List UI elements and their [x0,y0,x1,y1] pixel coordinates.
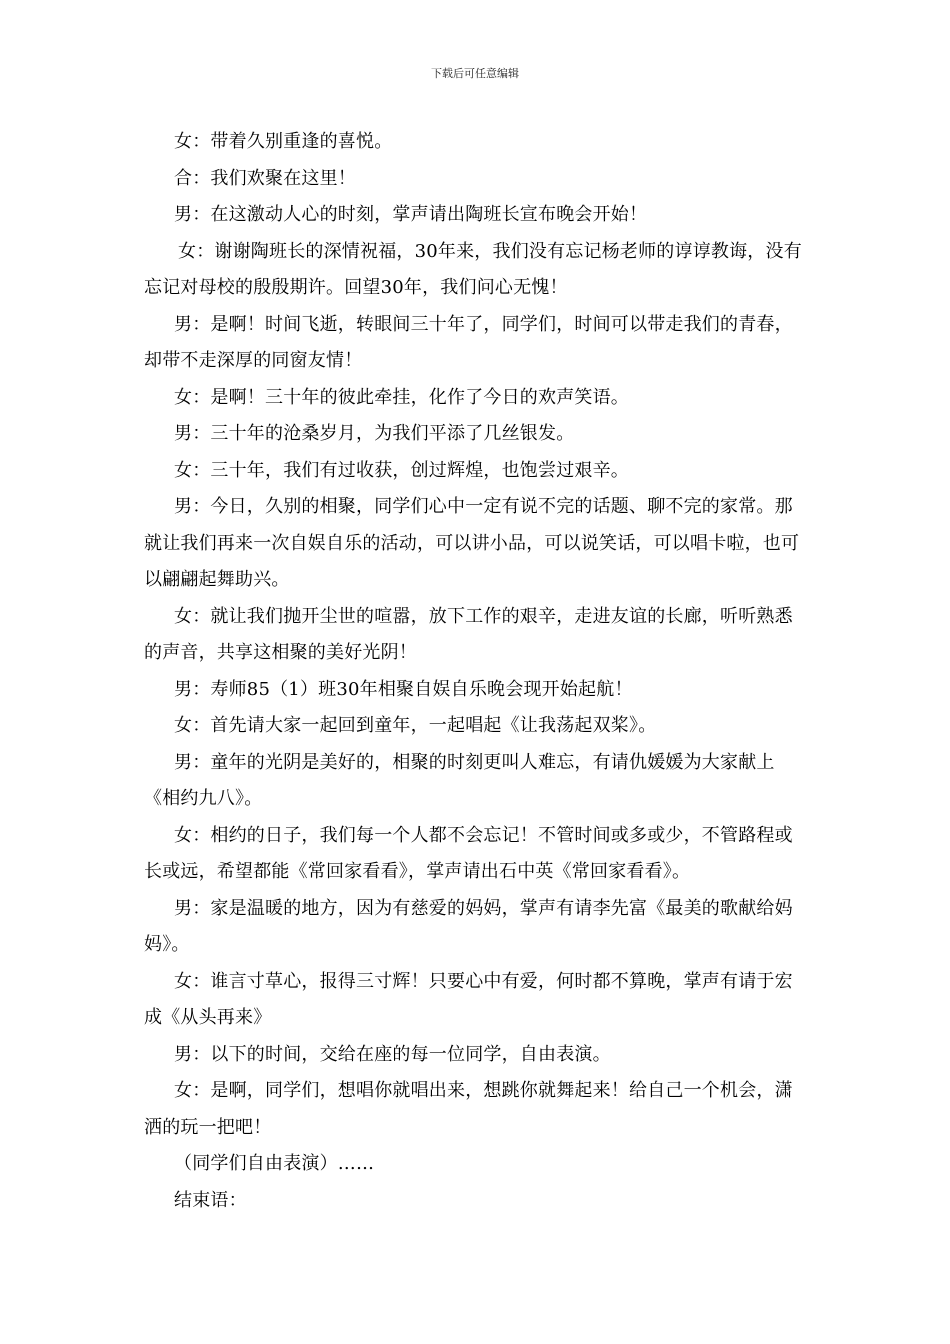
paragraph: 女：相约的日子，我们每一个人都不会忘记！不管时间或多或少，不管路程或长或远，希望都能《常回家看看》，掌声请出石中英《常回家看看》。 [144,824,793,882]
paragraph: 女：带着久别重逢的喜悦。 [174,131,393,152]
paragraph: 男：寿师85（1）班30年相聚自娱自乐晚会现开始起航！ [174,678,633,700]
paragraph: （同学们自由表演）…… [174,1153,375,1174]
paragraph: 女：谁言寸草心，报得三寸辉！只要心中有爱，何时都不算晚，掌声有请于宏成《从头再来》 [144,970,793,1028]
paragraph: 合：我们欢聚在这里！ [174,167,356,189]
paragraph: 男：是啊！时间飞逝，转眼间三十年了，同学们，时间可以带走我们的青春，却带不走深厚的同窗友情！ [144,313,793,371]
paragraph: 男：家是温暖的地方，因为有慈爱的妈妈，掌声有请李先富《最美的歌献给妈妈》。 [144,897,793,955]
paragraph: 男：今日，久别的相聚，同学们心中一定有说不完的话题、聊不完的家常。那就让我们再来一次自娱自乐的活动，可以讲小品，可以说笑话，可以唱卡啦，也可以翩翩起舞助兴。 [144,496,800,590]
paragraph: 男：三十年的沧桑岁月，为我们平添了几丝银发。 [174,423,575,444]
paragraph: 女：是啊，同学们，想唱你就唱出来，想跳你就舞起来！给自己一个机会，潇洒的玩一把吧！ [144,1080,793,1138]
paragraph: 女：三十年，我们有过收获，创过辉煌，也饱尝过艰辛。 [174,459,629,481]
paragraph: 男：以下的时间，交给在座的每一位同学，自由表演。 [174,1043,611,1065]
paragraph: 女：谢谢陶班长的深情祝福，30年来，我们没有忘记杨老师的谆谆教诲，没有忘记对母校的殷殷期许。回望30年，我们问心无愧！ [144,240,802,298]
paragraph: 女：首先请大家一起回到童年，一起唱起《让我荡起双桨》。 [174,715,657,736]
paragraph: 女：就让我们抛开尘世的喧嚣，放下工作的艰辛，走进友谊的长廊，听听熟悉的声音，共享这相聚的美好光阴！ [144,605,793,663]
document-body [144,124,808,1219]
paragraph: 女：是啊！三十年的彼此牵挂，化作了今日的欢声笑语。 [174,386,629,408]
page-header: 下载后可任意编辑 [431,67,519,80]
paragraph: 男：在这激动人心的时刻，掌声请出陶班长宣布晚会开始！ [174,204,648,225]
paragraph: 结束语： [174,1189,247,1211]
paragraph: 男：童年的光阴是美好的，相聚的时刻更叫人难忘，有请仇媛媛为大家献上《相约九八》。 [144,751,775,809]
